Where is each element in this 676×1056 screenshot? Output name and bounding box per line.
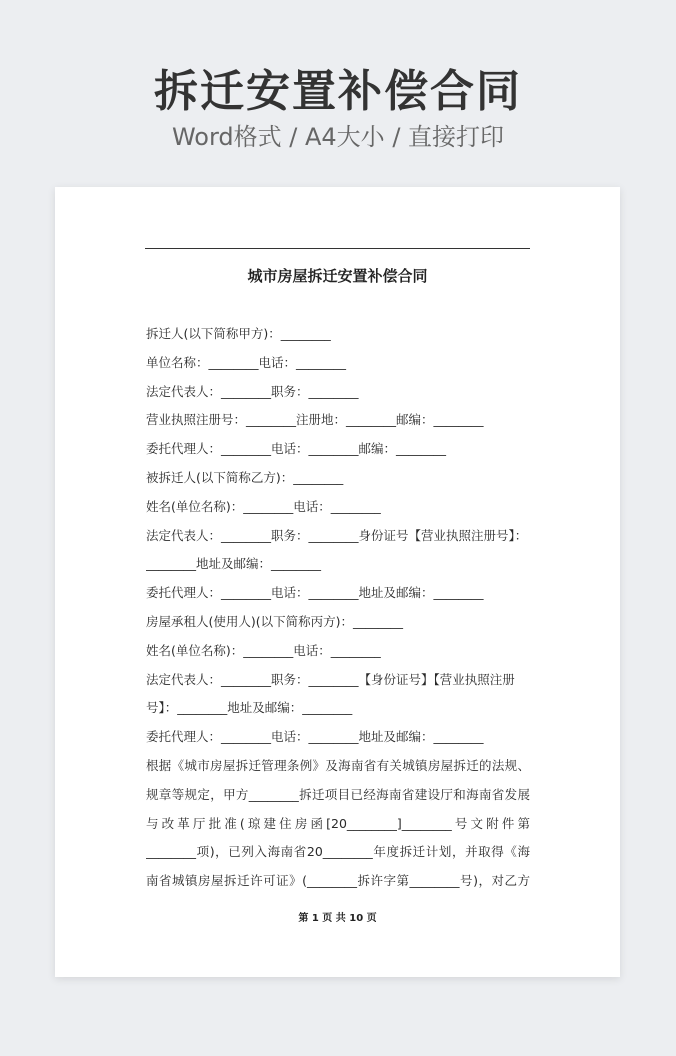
body-line: 与改革厅批准(琼建住房函[20________]________号文附件第 xyxy=(146,815,530,831)
body-line: 营业执照注册号：________注册地：________邮编：________ xyxy=(146,412,484,428)
body-line: 被拆迁人(以下简称乙方)：________ xyxy=(146,469,344,485)
body-line: ________项)，已列入海南省20________年度拆迁计划，并取得《海 xyxy=(146,844,530,860)
body-line: 拆迁人(以下简称甲方)：________ xyxy=(146,326,331,341)
body-line: 房屋承租人(使用人)(以下简称丙方)：________ xyxy=(146,613,404,629)
body-line: 法定代表人：________职务：________ xyxy=(146,383,359,399)
document-body xyxy=(146,320,530,896)
banner-title: 拆迁安置补偿合同 xyxy=(154,66,522,117)
body-line: 规章等规定，甲方________拆迁项目已经海南省建设厅和海南省发展 xyxy=(146,786,530,802)
body-line: 法定代表人：________职务：________身份证号【营业执照注册号】： xyxy=(146,527,528,543)
body-line: ________地址及邮编：________ xyxy=(146,556,322,572)
page-footer: 第 1 页 共 10 页 xyxy=(298,913,377,924)
body-line: 南省城镇房屋拆迁许可证》(________拆许字第________号)，对乙方 xyxy=(146,873,530,889)
body-line: 号】：________地址及邮编：________ xyxy=(146,700,353,716)
banner-subtitle: Word格式 / A4大小 / 直接打印 xyxy=(171,123,505,151)
body-line: 委托代理人：________电话：________邮编：________ xyxy=(146,441,447,457)
body-line: 根据《城市房屋拆迁管理条例》及海南省有关城镇房屋拆迁的法规、 xyxy=(146,757,530,773)
header-rule xyxy=(145,248,530,249)
document-page xyxy=(55,187,620,977)
body-line: 法定代表人：________职务：________【身份证号】【营业执照注册 xyxy=(146,671,515,687)
body-line: 单位名称：________电话：________ xyxy=(146,354,347,370)
body-line: 姓名(单位名称)：________电话：________ xyxy=(146,498,381,514)
document-title: 城市房屋拆迁安置补偿合同 xyxy=(247,267,428,285)
body-line: 委托代理人：________电话：________地址及邮编：________ xyxy=(146,585,484,601)
body-line: 姓名(单位名称)：________电话：________ xyxy=(146,642,381,658)
body-line: 委托代理人：________电话：________地址及邮编：________ xyxy=(146,729,484,745)
